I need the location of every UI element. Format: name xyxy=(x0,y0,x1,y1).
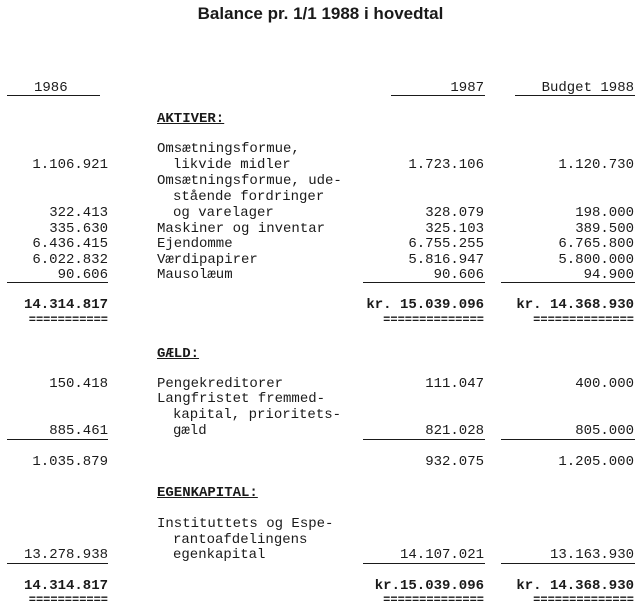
total-budget: kr. 14.368.930 xyxy=(516,297,634,313)
value-1987: 14.107.021 xyxy=(399,547,484,563)
value-budget: 1.120.730 xyxy=(558,157,634,173)
value-1987: 90.606 xyxy=(433,267,484,283)
row-label: Maskiner og inventar xyxy=(157,221,326,237)
row-label: Langfristet fremmed- xyxy=(157,391,326,407)
header-rule-1986 xyxy=(7,95,100,96)
double-rule: ============== xyxy=(383,596,484,604)
value-1987: 5.816.947 xyxy=(408,252,484,268)
subtotal-budget: 1.205.000 xyxy=(558,454,634,470)
value-budget: 198.000 xyxy=(575,205,634,221)
subtotal-1987: 932.075 xyxy=(425,454,484,470)
header-rule-budget xyxy=(515,95,635,96)
sum-rule xyxy=(363,439,485,440)
value-1986: 1.106.921 xyxy=(32,157,108,173)
page-title: Balance pr. 1/1 1988 i hovedtal xyxy=(197,4,444,23)
value-1987: 1.723.106 xyxy=(408,157,484,173)
total-budget: kr. 14.368.930 xyxy=(516,578,634,594)
value-budget: 94.900 xyxy=(583,267,634,283)
sum-rule xyxy=(501,563,635,564)
row-label: Instituttets og Espe- xyxy=(157,516,334,532)
value-budget: 389.500 xyxy=(575,221,634,237)
value-1987: 328.079 xyxy=(425,205,484,221)
row-label: Værdipapirer xyxy=(157,252,258,268)
section-heading-egenkapital: EGENKAPITAL: xyxy=(157,485,258,501)
row-label: gæld xyxy=(173,423,207,439)
section-heading-aktiver: AKTIVER: xyxy=(157,111,225,127)
value-1986: 885.461 xyxy=(49,423,108,439)
row-label: Omsætningsformue, xyxy=(157,141,300,157)
double-rule: =========== xyxy=(28,316,108,324)
value-1987: 325.103 xyxy=(425,221,484,237)
header-1987: 1987 xyxy=(450,80,484,96)
value-1986: 6.436.415 xyxy=(32,236,108,252)
sum-rule xyxy=(7,563,108,564)
section-heading-gaeld: GÆLD: xyxy=(157,346,200,362)
value-1987: 6.755.255 xyxy=(408,236,484,252)
header-budget-1988: Budget 1988 xyxy=(541,80,634,96)
value-1986: 150.418 xyxy=(49,376,108,392)
value-1986: 13.278.938 xyxy=(23,547,108,563)
subtotal-1986: 1.035.879 xyxy=(32,454,108,470)
sum-rule xyxy=(501,439,635,440)
row-label: Ejendomme xyxy=(157,236,233,252)
row-label: likvide midler xyxy=(173,157,291,173)
value-1986: 322.413 xyxy=(49,205,108,221)
double-rule: ============== xyxy=(533,596,634,604)
row-label: Mausolæum xyxy=(157,267,233,283)
double-rule: ============== xyxy=(383,316,484,324)
sum-rule xyxy=(7,439,108,440)
value-budget: 6.765.800 xyxy=(558,236,634,252)
row-label: rantoafdelingens xyxy=(173,532,308,548)
header-rule-1987 xyxy=(391,95,485,96)
value-1987: 821.028 xyxy=(425,423,484,439)
row-label: og varelager xyxy=(173,205,274,221)
value-budget: 805.000 xyxy=(575,423,634,439)
value-budget: 400.000 xyxy=(575,376,634,392)
value-budget: 13.163.930 xyxy=(549,547,634,563)
row-label: stående fordringer xyxy=(173,189,325,205)
sum-rule xyxy=(7,282,108,283)
row-label: egenkapital xyxy=(173,547,266,563)
double-rule: =========== xyxy=(28,596,108,604)
value-1986: 6.022.832 xyxy=(32,252,108,268)
row-label: Pengekreditorer xyxy=(157,376,284,392)
header-1986: 1986 xyxy=(34,80,68,96)
total-1987: kr. 15.039.096 xyxy=(366,297,484,313)
total-1987: kr.15.039.096 xyxy=(374,578,484,594)
sum-rule xyxy=(363,563,485,564)
sum-rule xyxy=(363,282,485,283)
total-1986: 14.314.817 xyxy=(23,578,108,594)
value-budget: 5.800.000 xyxy=(558,252,634,268)
double-rule: ============== xyxy=(533,316,634,324)
value-1986: 335.630 xyxy=(49,221,108,237)
value-1986: 90.606 xyxy=(57,267,108,283)
row-label: kapital, prioritets- xyxy=(173,407,342,423)
row-label: Omsætningsformue, ude- xyxy=(157,173,342,189)
total-1986: 14.314.817 xyxy=(23,297,108,313)
value-1987: 111.047 xyxy=(425,376,484,392)
sum-rule xyxy=(501,282,635,283)
